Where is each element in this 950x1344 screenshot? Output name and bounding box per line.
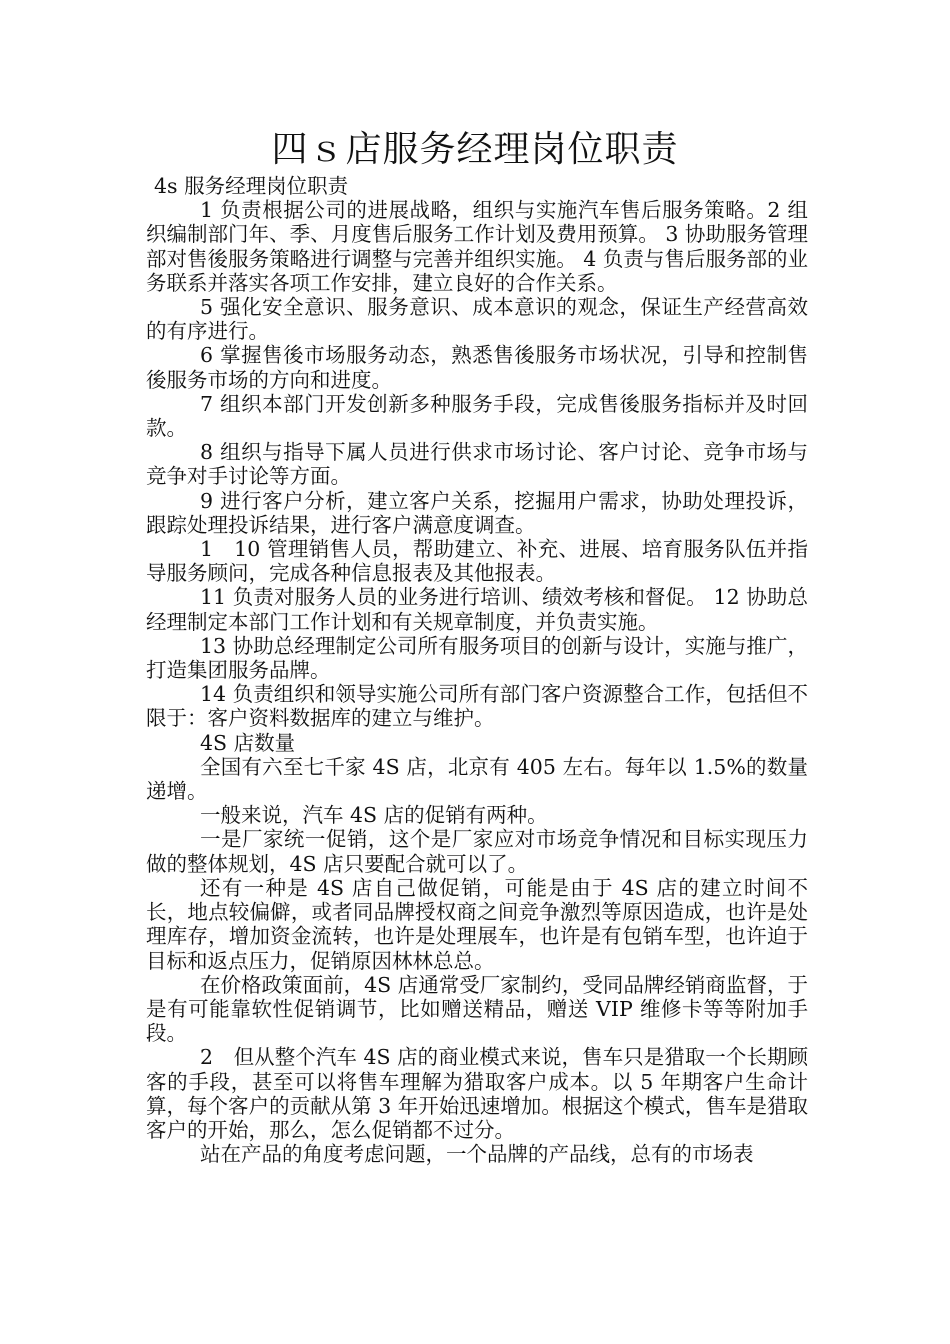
paragraph-duty-7: 7 组织本部门开发创新多种服务手段，完成售後服务指标并及时回款。 bbox=[146, 391, 808, 441]
paragraph-duties-1-4: 1 负责根据公司的进展战略，组织与实施汽车售后服务策略。2 组织编制部门年、季、月度售后服务工作计划及费用预算。 3 协助服务管理部对售後服务策略进行调整与完善并组织实施。 4 负责与售后服务部的业务联系并落实各项工作安排，建立良好的合作关系。 bbox=[146, 198, 808, 295]
paragraph-manufacturer-promotion: 一是厂家统一促销，这个是厂家应对市场竞争情况和目标实现压力做的整体规划，4S 店只要配合就可以了。 bbox=[146, 827, 808, 876]
document-title: 四ｓ店服务经理岗位职责 bbox=[271, 129, 679, 170]
paragraph-store-count: 全国有六至七千家 4S 店，北京有 405 左右。每年以 1.5%的数量递增。 bbox=[146, 754, 808, 804]
paragraph-promotion-types: 一般来说，汽车 4S 店的促销有两种。 bbox=[200, 803, 548, 828]
paragraph-product-line: 站在产品的角度考虑问题，一个品牌的产品线，总有的市场表 bbox=[200, 1142, 754, 1167]
document-body bbox=[146, 174, 808, 1166]
paragraph-price-policy: 在价格政策面前，4S 店通常受厂家制约，受同品牌经销商监督，于是有可能靠软性促销调节，比如赠送精品，赠送 VIP 维修卡等等附加手段。 bbox=[146, 972, 808, 1046]
paragraph-duty-13: 13 协助总经理制定公司所有服务项目的创新与设计，实施与推广，打造集团服务品牌。 bbox=[146, 633, 808, 683]
paragraph-duty-8: 8 组织与指导下属人员进行供求市场讨论、客户讨论、竞争市场与竞争对手讨论等方面。 bbox=[146, 440, 808, 489]
paragraph-duty-6: 6 掌握售後市场服务动态，熟悉售後服务市场状况，引导和控制售後服务市场的方向和进度。 bbox=[146, 343, 808, 392]
paragraph-duty-14: 14 负责组织和领导实施公司所有部门客户资源整合工作，包括但不限于：客户资料数据库的建立与维护。 bbox=[146, 682, 808, 731]
paragraph-duty-10: 1 10 管理销售人员，帮助建立、补充、进展、培育服务队伍并指导服务顾问，完成各种信息报表及其他报表。 bbox=[146, 537, 808, 586]
document-subtitle: 4s 服务经理岗位职责 bbox=[154, 174, 349, 198]
paragraph-duty-5: 5 强化安全意识、服务意识、成本意识的观念，保证生产经营高效的有序进行。 bbox=[146, 295, 808, 344]
paragraph-store-promotion: 还有一种是 4S 店自己做促销，可能是由于 4S 店的建立时间不长，地点较偏僻，或者同品牌授权商之间竞争激烈等原因造成，也许是处理库存，增加资金流转，也许是处理展车，也许是有包销车型，也许迫于目标和返点压力，促销原因林林总总。 bbox=[146, 875, 808, 973]
paragraph-duties-11-12: 11 负责对服务人员的业务进行培训、绩效考核和督促。 12 协助总经理制定本部门工作计划和有关规章制度，并负责实施。 bbox=[146, 585, 808, 634]
paragraph-duty-9: 9 进行客户分析，建立客户关系，挖掘用户需求，协助处理投诉，跟踪处理投诉结果，进行客户满意度调查。 bbox=[146, 488, 808, 537]
paragraph-business-model: 2 但从整个汽车 4S 店的商业模式来说，售车只是猎取一个长期顾客的手段，甚至可以将售车理解为猎取客户成本。以 5 年期客户生命计算，每个客户的贡献从第 3 年开始迅速增加。根据这个模式，售车是猎取客户的开始，那么，怎么促销都不过分。 bbox=[146, 1045, 808, 1142]
section-heading-4s-count: 4S 店数量 bbox=[200, 730, 296, 755]
